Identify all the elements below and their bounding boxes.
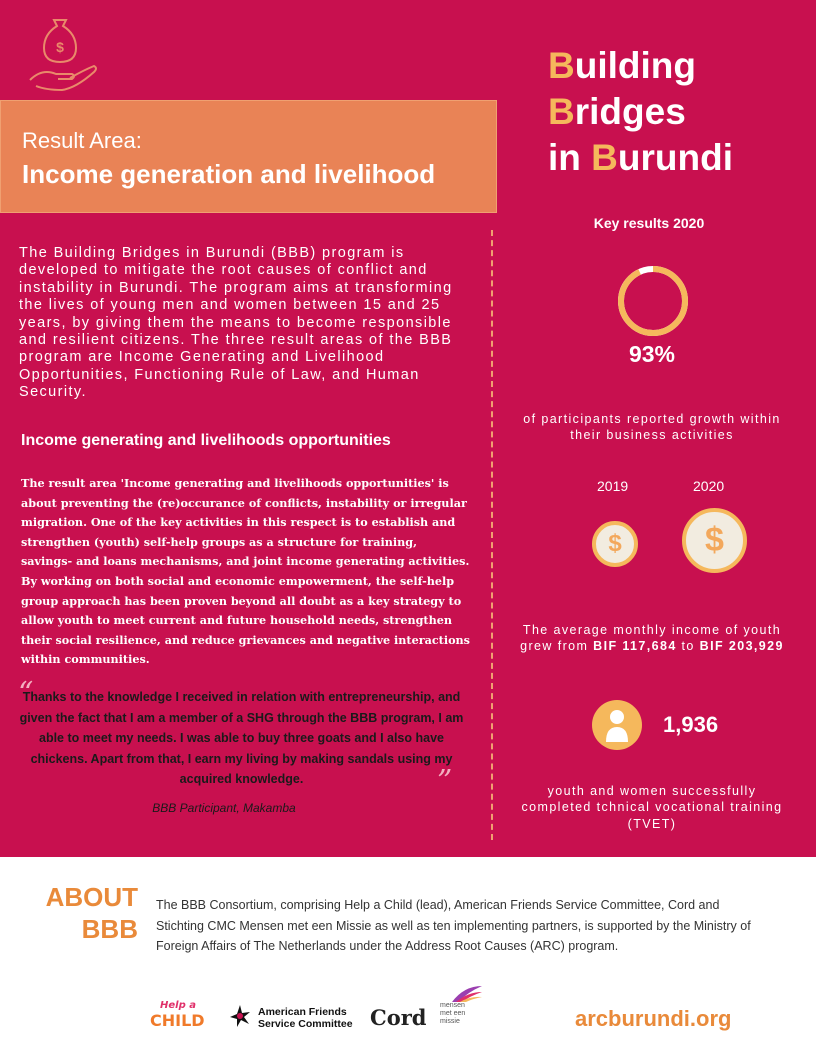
quote-open-icon: “ [18,676,34,711]
tvet-count: 1,936 [663,712,719,737]
quote-close-icon: ” [437,764,453,799]
result-area-value: Income generation and livelihood [22,159,436,189]
growth-text: of participants reported growth within their business activities [523,412,781,443]
page-title [548,43,733,181]
coin-icon-2020: $ [682,508,747,573]
mensen-met-een-missie-logo: mensen met een missie [440,1002,466,1025]
title-line-3: in Burundi [548,137,733,178]
column-divider [491,230,493,840]
progress-ring-fill [621,269,685,333]
about-text: The BBB Consortium, comprising Help a Child (lead), American Friends Service Committee, Cord and Stichting CMC Mensen met een Missie as well as ten implementing partners, is supported by the Ministry of Foreign Affairs of The Netherlands under the Address Root Causes (ARC) program. [156,898,751,953]
key-results-heading: Key results 2020 [593,215,705,231]
income-text: The average monthly income of youth grew from BIF 117,684 to BIF 203,929 [520,623,784,654]
result-area-box [0,100,497,213]
coin-icon-2019: $ [592,521,638,567]
about-heading: ABOUT BBB [45,882,138,944]
intro-paragraph: The Building Bridges in Burundi (BBB) program is developed to mitigate the root causes of conflict and instability in Burundi. The program aims at transforming the lives of young men and women between 15 and 25 years, by giving them the means to become responsible and resilient citizens. The three result areas of the BBB program are Income Generating and Livelihood Opportunities, Functioning Rule of Law, and Human Security. [19,245,453,401]
result-area-label: Result Area: [22,128,142,153]
year-2020: 2020 [693,478,725,494]
progress-ring-icon [616,264,690,338]
website-link[interactable]: arcburundi.org [575,1006,732,1031]
title-line-2: Bridges [548,91,686,132]
section-body: The result area 'Income generating and livelihoods opportunities' is about preventing the (re)occurance of conflicts, instability or irregular migration. One of the key activities in this respect is to establish and strengthen (youth) self-help groups as a structure for training, savings- and loans mechanisms, and joint income generating activities. By working on both social and economic empowerment, the self-help group approach has been proven beyond all doubt as a key strategy to allow youth to meet current and future household needs, strengthen their social resilience, and reduce grievances and negative interactions within communities. [21,476,470,667]
mensen-met-een-missie-logo-icon [450,984,484,1004]
testimonial-quote: Thanks to the knowledge I received in relation with entrepreneurship, and given the fact that I am a member of a SHG through the BBB program, I am able to meet my needs. I was able to buy three goats and I also have chickens. Apart from that, I earn my living by making sandals using my acquired knowledge. [19,690,464,786]
help-a-child-logo: Help a CHILD [150,1000,205,1030]
svg-text:$: $ [56,39,64,55]
title-line-1: Building [548,45,696,86]
money-bag-hand-icon [28,12,100,94]
section-heading: Income generating and livelihoods opportunities [21,432,391,449]
person-icon [592,700,642,750]
year-2019: 2019 [597,478,629,494]
cord-logo: Cord [370,1005,427,1030]
growth-percent: 93% [628,341,676,367]
tvet-text: youth and women successfully completed tchnical vocational training (TVET) [521,784,783,831]
quote-attribution: BBB Participant, Makamba [152,801,296,815]
afsc-star-icon [228,1004,252,1028]
afsc-logo: American Friends Service Committee [258,1006,353,1030]
